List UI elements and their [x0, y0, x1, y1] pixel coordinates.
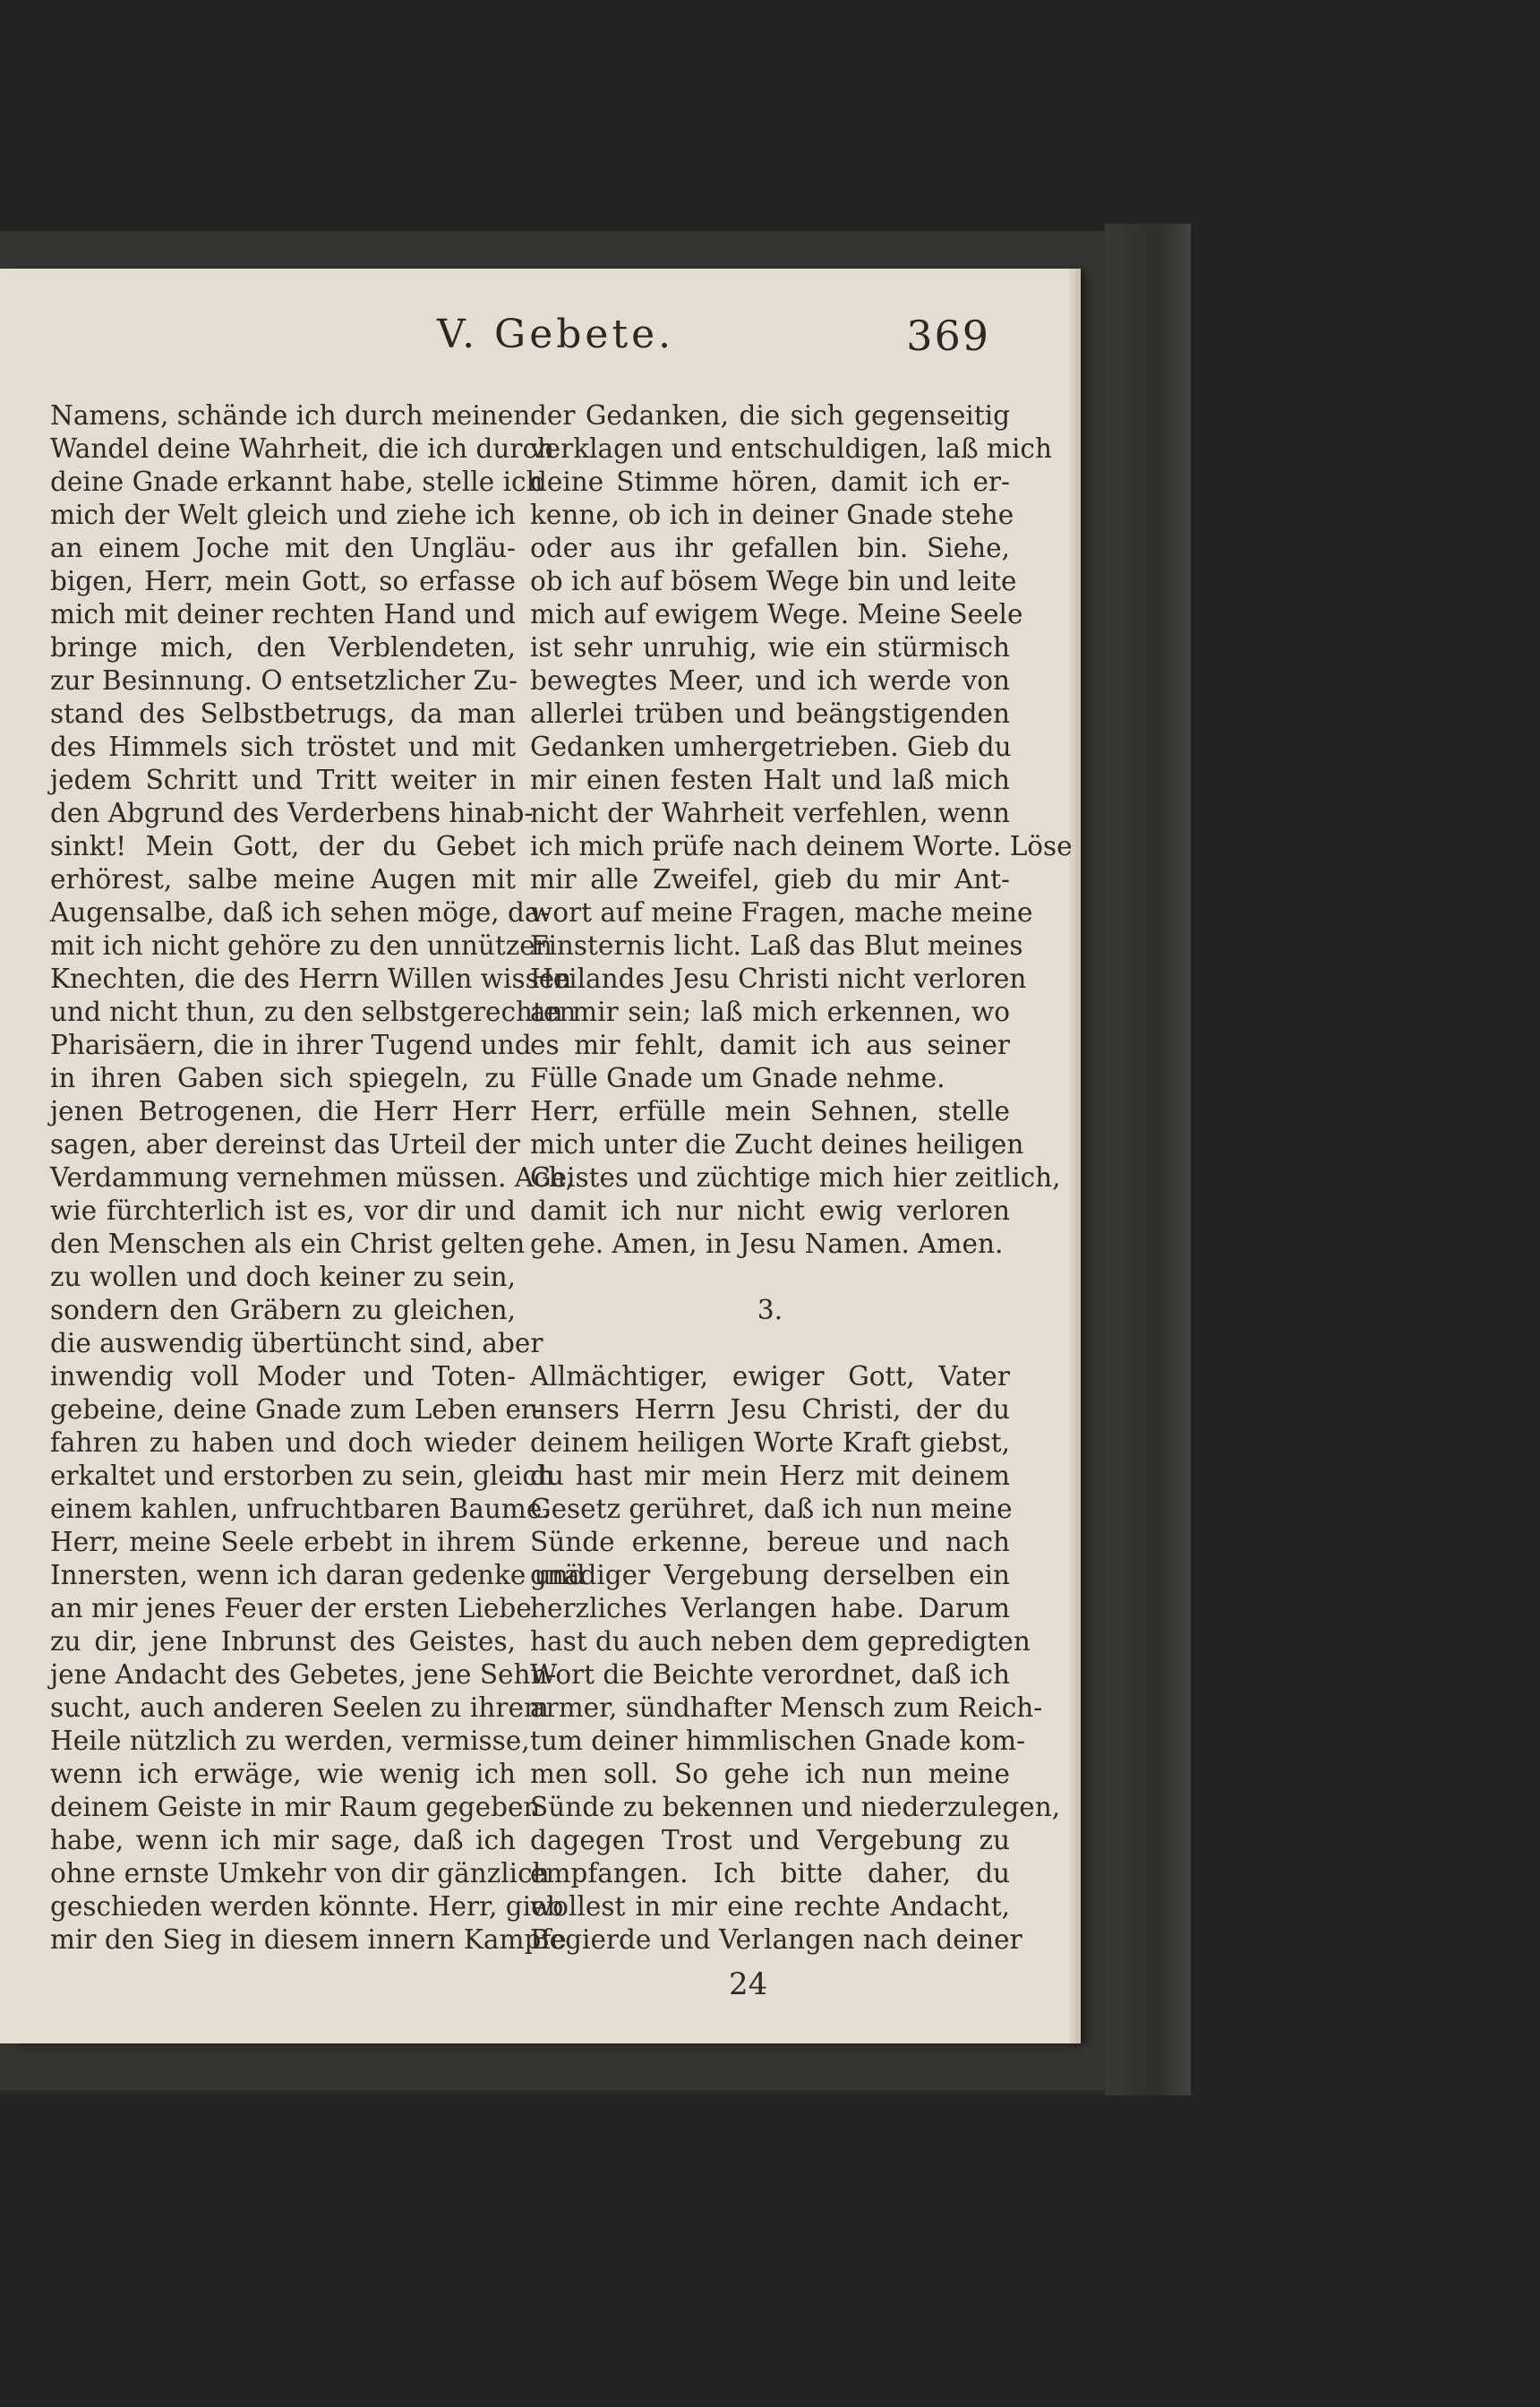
text-line: mit ich nicht gehöre zu den unnützen	[50, 930, 552, 961]
text-line: Augensalbe, daß ich sehen möge, da-	[50, 897, 550, 928]
text-line: deine Gnade erkannt habe, stelle ich	[50, 467, 543, 497]
text-line: Fülle Gnade um Gnade nehme.	[530, 1063, 945, 1093]
text-line: erkaltet und erstorben zu sein, gleich	[50, 1460, 554, 1491]
text-line: den Abgrund des Verderbens hinab-	[50, 798, 534, 828]
text-line: Finsternis licht. Laß das Blut meines	[530, 930, 1023, 961]
text-line: gehe. Amen, in Jesu Namen. Amen.	[530, 1229, 1004, 1259]
text-line: Sünde zu bekennen und niederzulegen,	[530, 1792, 1061, 1822]
text-line: deine Stimme hören, damit ich er-	[530, 467, 1010, 497]
text-line: verklagen und entschuldigen, laß mich	[530, 433, 1052, 464]
text-line: Gedanken umhergetrieben. Gieb du	[530, 732, 1012, 762]
text-line: an mir sein; laß mich erkennen, wo	[530, 997, 1010, 1027]
text-line: Heilandes Jesu Christi nicht verloren	[530, 964, 1027, 994]
text-line: erhörest, salbe meine Augen mit	[50, 864, 516, 895]
text-line: Pharisäern, die in ihrer Tugend und	[50, 1030, 532, 1060]
text-line: mich mit deiner rechten Hand und	[50, 599, 516, 630]
right-text-column	[530, 399, 1073, 1975]
text-line: Namens, schände ich durch meinen	[50, 400, 531, 431]
text-line: dagegen Trost und Vergebung zu	[530, 1825, 1010, 1855]
text-line: an einem Joche mit den Ungläu-	[50, 533, 516, 563]
text-line: zu wollen und doch keiner zu sein,	[50, 1262, 516, 1292]
text-line: oder aus ihr gefallen bin. Siehe,	[530, 533, 1010, 563]
text-line: men soll. So gehe ich nun meine	[530, 1759, 1010, 1789]
text-line: fahren zu haben und doch wieder	[50, 1427, 516, 1458]
text-line: Innersten, wenn ich daran gedenke und	[50, 1560, 586, 1590]
text-line: wort auf meine Fragen, mache meine	[530, 897, 1033, 928]
text-line: mich unter die Zucht deines heiligen	[530, 1129, 1024, 1160]
text-line: wollest in mir eine rechte Andacht,	[530, 1891, 1010, 1922]
text-line: die auswendig übertüncht sind, aber	[50, 1328, 543, 1358]
text-line: bigen, Herr, mein Gott, so erfasse	[50, 566, 516, 596]
text-line: in ihren Gaben sich spiegeln, zu	[50, 1063, 516, 1093]
text-line: sondern den Gräbern zu gleichen,	[50, 1295, 516, 1325]
text-line	[530, 1327, 1010, 1360]
text-line: Geistes und züchtige mich hier zeitlich,	[530, 1162, 1061, 1193]
text-line: sagen, aber dereinst das Urteil der	[50, 1129, 520, 1160]
text-line: jene Andacht des Gebetes, jene Sehn-	[50, 1659, 557, 1690]
text-line: kenne, ob ich in deiner Gnade stehe	[530, 500, 1014, 530]
text-line: Allmächtiger, ewiger Gott, Vater	[530, 1361, 1010, 1392]
text-line: jenen Betrogenen, die Herr Herr	[50, 1096, 516, 1126]
text-line: Verdammung vernehmen müssen. Ach,	[50, 1162, 574, 1193]
text-line: gnädiger Vergebung derselben ein	[530, 1560, 1010, 1590]
text-line: zu dir, jene Inbrunst des Geistes,	[50, 1626, 516, 1657]
text-line: sinkt! Mein Gott, der du Gebet	[50, 831, 516, 861]
page-number: 369	[906, 312, 990, 360]
text-line: an mir jenes Feuer der ersten Liebe	[50, 1593, 532, 1623]
text-line: mir einen festen Halt und laß mich	[530, 765, 1010, 795]
text-line: Wort die Beichte verordnet, daß ich	[530, 1659, 1010, 1690]
text-line: geschieden werden könnte. Herr, gieb	[50, 1891, 564, 1922]
text-line: unsers Herrn Jesu Christi, der du	[530, 1394, 1010, 1425]
text-line: gebeine, deine Gnade zum Leben er-	[50, 1394, 543, 1425]
text-line: wie fürchterlich ist es, vor dir und	[50, 1195, 516, 1226]
text-line: herzliches Verlangen habe. Darum	[530, 1593, 1010, 1623]
printer-signature: 24	[729, 1966, 768, 2002]
text-line: mich der Welt gleich und ziehe ich	[50, 500, 516, 530]
text-line: hast du auch neben dem gepredigten	[530, 1626, 1031, 1657]
text-line: ist sehr unruhig, wie ein stürmisch	[530, 632, 1010, 663]
text-line: einem kahlen, unfruchtbaren Baume.	[50, 1494, 551, 1524]
text-line: bewegtes Meer, und ich werde von	[530, 665, 1010, 696]
section-title: V. Gebete.	[437, 312, 675, 357]
text-line: wenn ich erwäge, wie wenig ich	[50, 1759, 516, 1789]
text-line: Knechten, die des Herrn Willen wissen	[50, 964, 572, 994]
text-line: ob ich auf bösem Wege bin und leite	[530, 566, 1017, 596]
text-line: jedem Schritt und Tritt weiter in	[50, 765, 516, 795]
text-line: Herr, meine Seele erbebt in ihrem	[50, 1527, 516, 1557]
text-line: tum deiner himmlischen Gnade kom-	[530, 1726, 1026, 1756]
left-text-column	[50, 399, 586, 1975]
text-line: mir den Sieg in diesem innern Kampfe	[50, 1924, 567, 1955]
text-line: Sünde erkenne, bereue und nach	[530, 1527, 1010, 1557]
text-line: inwendig voll Moder und Toten-	[50, 1361, 516, 1392]
text-line: allerlei trüben und beängstigenden	[530, 698, 1010, 729]
text-line: habe, wenn ich mir sage, daß ich	[50, 1825, 516, 1855]
text-line: des Himmels sich tröstet und mit	[50, 732, 516, 762]
text-line: Wandel deine Wahrheit, die ich durch	[50, 433, 555, 464]
text-line: deinem heiligen Worte Kraft giebst,	[530, 1427, 1010, 1458]
text-line: es mir fehlt, damit ich aus seiner	[530, 1030, 1010, 1060]
text-line: der Gedanken, die sich gegenseitig	[530, 400, 1010, 431]
text-line: Heile nützlich zu werden, vermisse,	[50, 1726, 530, 1756]
text-line: mir alle Zweifel, gieb du mir Ant-	[530, 864, 1010, 895]
text-line: armer, sündhafter Mensch zum Reich-	[530, 1692, 1043, 1723]
text-line: ich mich prüfe nach deinem Worte. Löse	[530, 831, 1073, 861]
text-line: Begierde und Verlangen nach deiner	[530, 1924, 1022, 1955]
text-line: Gesetz gerühret, daß ich nun meine	[530, 1494, 1013, 1524]
text-line: damit ich nur nicht ewig verloren	[530, 1195, 1010, 1226]
text-line: sucht, auch anderen Seelen zu ihrem	[50, 1692, 549, 1723]
text-line: stand des Selbstbetrugs, da man	[50, 698, 516, 729]
text-line: bringe mich, den Verblendeten,	[50, 632, 516, 663]
text-line: und nicht thun, zu den selbstgerechten	[50, 997, 577, 1027]
text-line: ohne ernste Umkehr von dir gänzlich	[50, 1858, 550, 1889]
text-line: nicht der Wahrheit verfehlen, wenn	[530, 798, 1010, 828]
text-line: den Menschen als ein Christ gelten	[50, 1229, 526, 1259]
text-line: deinem Geiste in mir Raum gegeben	[50, 1792, 541, 1822]
text-line: Herr, erfülle mein Sehnen, stelle	[530, 1096, 1010, 1126]
text-line: empfangen. Ich bitte daher, du	[530, 1858, 1010, 1889]
text-line: zur Besinnung. O entsetzlicher Zu-	[50, 665, 518, 696]
text-line	[530, 1261, 1010, 1294]
text-line: du hast mir mein Herz mit deinem	[530, 1460, 1010, 1491]
text-line: 3.	[757, 1295, 783, 1325]
running-head	[0, 312, 1003, 365]
book-spine-edge	[1105, 224, 1191, 2095]
text-line: mich auf ewigem Wege. Meine Seele	[530, 599, 1023, 630]
